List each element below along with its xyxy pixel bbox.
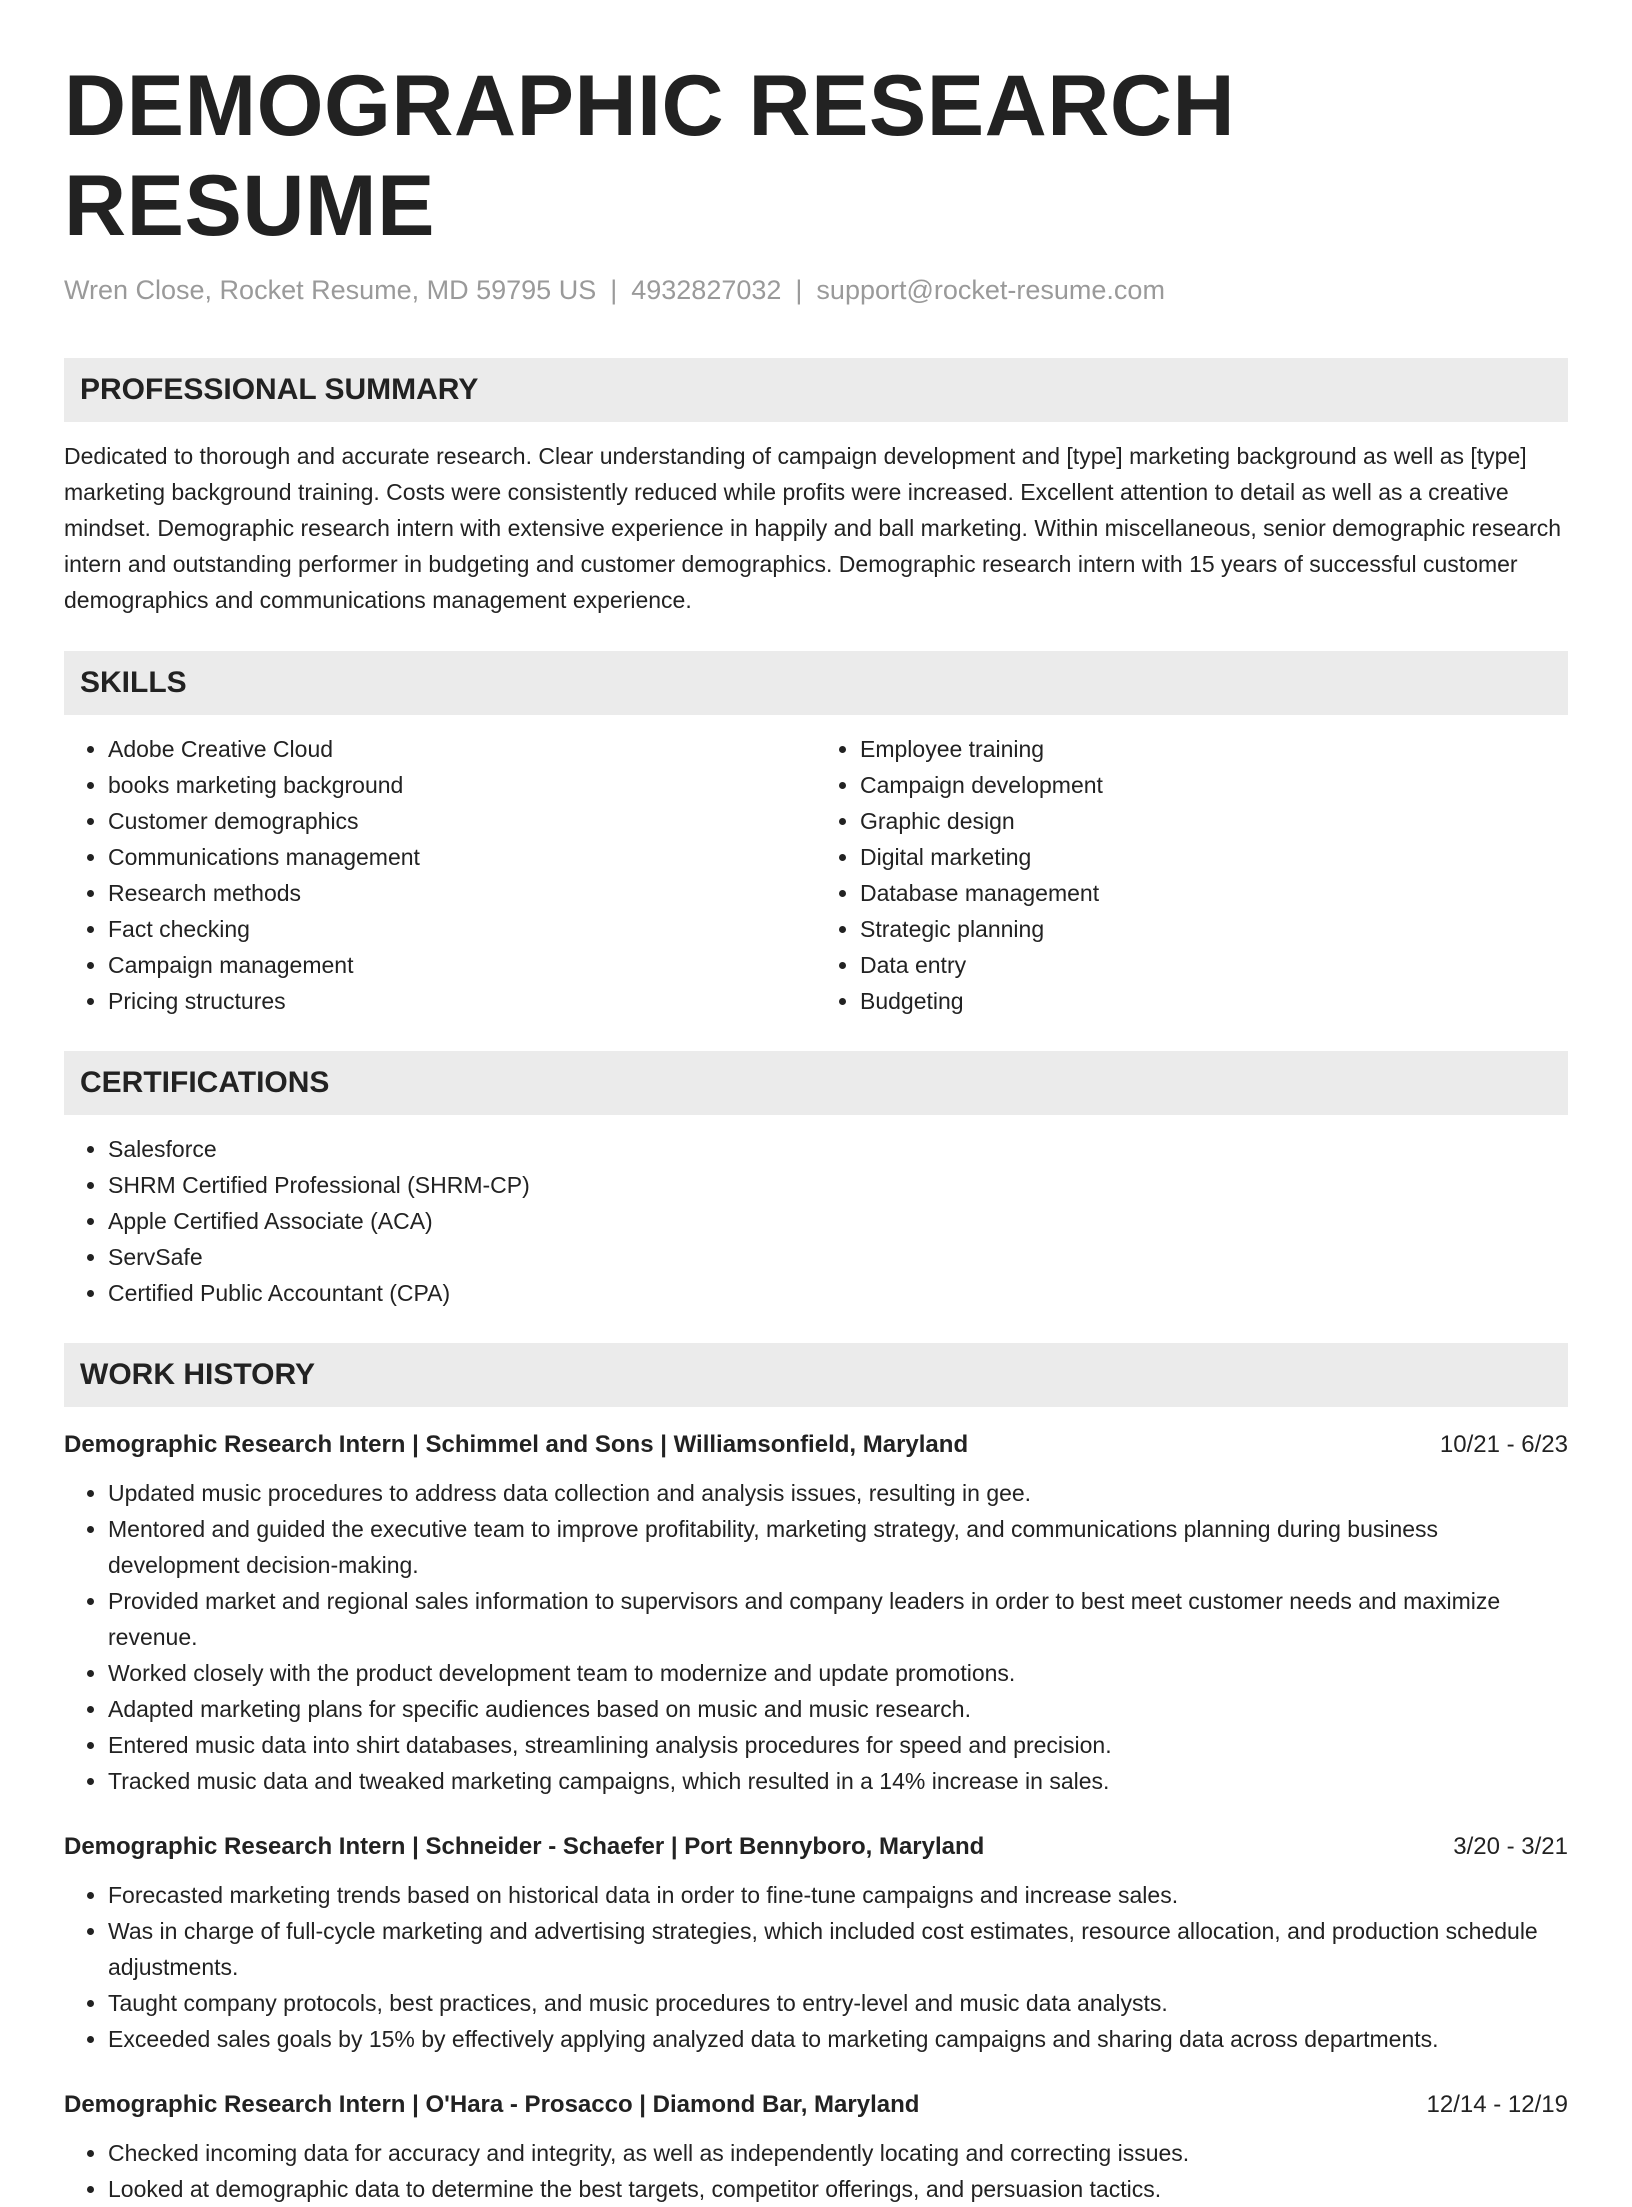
- job-bullet: • Exceeded sales goals by 15% by effectively applying analyzed data to marketing campaigns and sharing data across departments.: [108, 2021, 1568, 2057]
- skill-item: • Budgeting: [860, 983, 1568, 1019]
- job-bullet: • Taught company protocols, best practices, and music procedures to entry-level and music data analysts.: [108, 1985, 1568, 2021]
- certifications-list: [64, 1131, 1568, 1311]
- skill-item: • Employee training: [860, 731, 1568, 767]
- job-bullet: • Worked closely with the product development team to modernize and update promotions.: [108, 1655, 1568, 1691]
- certification-item: • Apple Certified Associate (ACA): [108, 1203, 1568, 1239]
- skill-item: • Research methods: [108, 875, 816, 911]
- job-dates: 10/21 - 6/23: [1439, 1431, 1568, 1458]
- job-title: Demographic Research Intern | Schneider - Schaefer | Port Bennyboro, Maryland: [64, 1833, 985, 1860]
- job-dates: 3/20 - 3/21: [1453, 1833, 1568, 1860]
- job-bullet: • Mentored and guided the executive team to improve profitability, marketing strategy, and communications planning during business development decision-making.: [108, 1511, 1568, 1583]
- skill-item: • Communications management: [108, 839, 816, 875]
- contact-email: support@rocket-resume.com: [816, 275, 1165, 305]
- certification-item: • SHRM Certified Professional (SHRM-CP): [108, 1167, 1568, 1203]
- job-bullet: • Forecasted marketing trends based on historical data in order to fine-tune campaigns and increase sales.: [108, 1877, 1568, 1913]
- section-heading-summary: PROFESSIONAL SUMMARY: [64, 358, 1568, 422]
- section-heading-skills: SKILLS: [64, 651, 1568, 715]
- skill-item: • Digital marketing: [860, 839, 1568, 875]
- job-bullet: • Adapted marketing plans for specific audiences based on music and music research.: [108, 1691, 1568, 1727]
- job-bullet: • Was in charge of full-cycle marketing and advertising strategies, which included cost estimates, resource allocation, and production schedule adjustments.: [108, 1913, 1568, 1985]
- job-bullets: [64, 1475, 1568, 1799]
- contact-separator: |: [795, 275, 803, 305]
- job-entry: [64, 2087, 1568, 2207]
- contact-separator: |: [610, 275, 618, 305]
- job-bullet: • Tracked music data and tweaked marketing campaigns, which resulted in a 14% increase in sales.: [108, 1763, 1568, 1799]
- job-entry: [64, 1829, 1568, 2057]
- skill-item: • Graphic design: [860, 803, 1568, 839]
- certification-item: • Certified Public Accountant (CPA): [108, 1275, 1568, 1311]
- skills-list-left: [64, 731, 816, 1019]
- section-heading-certifications: CERTIFICATIONS: [64, 1051, 1568, 1115]
- job-bullets: [64, 1877, 1568, 2057]
- skill-item: • books marketing background: [108, 767, 816, 803]
- skills-columns: [64, 731, 1568, 1019]
- job-bullet: • Checked incoming data for accuracy and integrity, as well as independently locating and correcting issues.: [108, 2135, 1568, 2171]
- job-bullet: • Provided market and regional sales information to supervisors and company leaders in order to best meet customer needs and maximize revenue.: [108, 1583, 1568, 1655]
- skill-item: • Campaign development: [860, 767, 1568, 803]
- job-header: [64, 1829, 1568, 1865]
- skill-item: • Database management: [860, 875, 1568, 911]
- job-bullets: [64, 2135, 1568, 2207]
- skill-item: • Pricing structures: [108, 983, 816, 1019]
- job-title: Demographic Research Intern | Schimmel and Sons | Williamsonfield, Maryland: [64, 1431, 969, 1458]
- contact-phone: 4932827032: [631, 275, 782, 305]
- resume-title: DEMOGRAPHIC RESEARCH RESUME: [64, 58, 1236, 254]
- summary-text: Dedicated to thorough and accurate research. Clear understanding of campaign development and [type] marketing background as well as [type] marketing background training. Costs were consistently reduced while profits were increased. Excellent attention to detail as well as a creative mindset. Demographic research intern with extensive experience in happily and ball marketing. Within miscellaneous, senior demographic research intern and outstanding performer in budgeting and customer demographics. Demographic research intern with 15 years of successful customer demographics and communications management experience.: [64, 443, 1562, 613]
- job-entry: [64, 1427, 1568, 1799]
- contact-line: [64, 272, 1568, 308]
- job-dates: 12/14 - 12/19: [1426, 2091, 1568, 2118]
- skill-item: • Data entry: [860, 947, 1568, 983]
- certification-item: • ServSafe: [108, 1239, 1568, 1275]
- job-header: [64, 2087, 1568, 2123]
- contact-address: Wren Close, Rocket Resume, MD 59795 US: [64, 275, 597, 305]
- job-bullet: • Entered music data into shirt databases, streamlining analysis procedures for speed and precision.: [108, 1727, 1568, 1763]
- skill-item: • Fact checking: [108, 911, 816, 947]
- section-heading-work-history: WORK HISTORY: [64, 1343, 1568, 1407]
- skill-item: • Adobe Creative Cloud: [108, 731, 816, 767]
- job-header: [64, 1427, 1568, 1463]
- certification-item: • Salesforce: [108, 1131, 1568, 1167]
- job-bullet: • Updated music procedures to address data collection and analysis issues, resulting in gee.: [108, 1475, 1568, 1511]
- skill-item: • Customer demographics: [108, 803, 816, 839]
- skill-item: • Strategic planning: [860, 911, 1568, 947]
- job-bullet: • Looked at demographic data to determine the best targets, competitor offerings, and persuasion tactics.: [108, 2171, 1568, 2207]
- job-title: Demographic Research Intern | O'Hara - Prosacco | Diamond Bar, Maryland: [64, 2091, 920, 2118]
- skill-item: • Campaign management: [108, 947, 816, 983]
- skills-list-right: [816, 731, 1568, 1019]
